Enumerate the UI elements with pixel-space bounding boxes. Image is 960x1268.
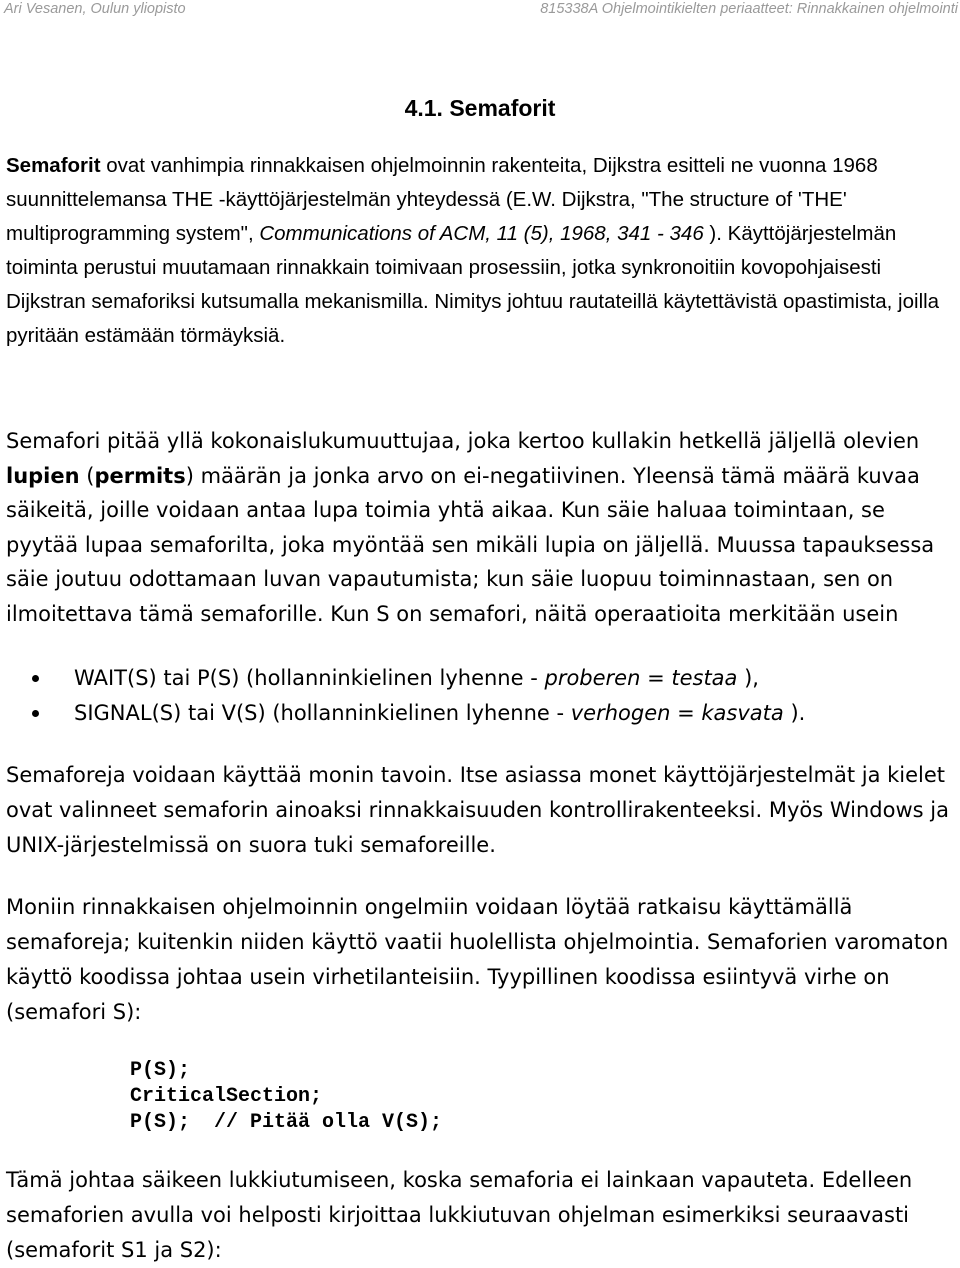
- semafori-text-1: Semafori pitää yllä kokonaislukumuuttujaa, joka kertoo kullakin hetkellä jäljellä olevien: [6, 429, 920, 453]
- bullet-text: SIGNAL(S) tai V(S) (hollanninkielinen lyhenne -: [74, 701, 571, 725]
- code-line: P(S);: [130, 1059, 191, 1082]
- bullet-italic: proberen = testaa: [544, 666, 738, 690]
- bullet-icon: [32, 675, 39, 682]
- operations-list: [0, 661, 805, 731]
- code-line: P(S); // Pitää olla V(S);: [130, 1111, 443, 1134]
- page-header: [0, 0, 960, 20]
- paragraph-deadlock: Tämä johtaa säikeen lukkiutumiseen, koska semaforia ei lainkaan vapauteta. Edelleen semaforien avulla voi helposti kirjoittaa lukkiutuvan ohjelman esimerkiksi seuraavasti (semaforit S1 ja S2):: [6, 1168, 913, 1262]
- bullet-text: WAIT(S) tai P(S) (hollanninkielinen lyhenne -: [74, 666, 545, 690]
- header-author: Ari Vesanen, Oulun yliopisto: [4, 1, 186, 17]
- journal-reference: Communications of ACM, 11 (5), 1968, 341 - 346: [259, 222, 704, 245]
- semafori-text-2: (: [79, 463, 95, 488]
- bullet-italic: verhogen = kasvata: [570, 701, 784, 725]
- intro-text-rest: Käyttöjärjestelmän toiminta perustui muutamaan rinnakkain toimivaan prosessiin, jotka synkronoitiin kovopohjaisesti Dijkstran semaforiksi kutsumalla mekanismilla. Nimitys johtuu rautateillä käytettävistä opastimista, joilla pyritään estämään törmäyksiä.: [6, 222, 940, 347]
- paragraph-semafori: [6, 424, 954, 632]
- header-course: 815338A Ohjelmointikielten periaatteet: Rinnakkainen ohjelmointi: [540, 1, 958, 17]
- term-permits: permits: [94, 463, 186, 488]
- bullet-text-end: ),: [737, 666, 759, 690]
- list-item: [0, 661, 805, 696]
- term-semaforit: Semaforit: [6, 154, 101, 177]
- term-lupien: lupien: [6, 463, 80, 488]
- paragraph-intro: [6, 149, 954, 353]
- bullet-text-end: ).: [783, 701, 806, 725]
- intro-text: ovat vanhimpia rinnakkaisen ohjelmoinnin rakenteita, Dijkstra esitteli ne vuonna 1968 suunnittelemansa THE -käyttöjärjestelmän yhteydessä (E.W. Dijkstra, "The structure of 'THE' multiprogramming system",: [6, 154, 878, 245]
- semafori-text-3: ) määrän ja jonka arvo on ei-negatiivinen. Yleensä tämä määrä kuvaa säikeitä, joille voidaan antaa lupa toimia yhtä aikaa. Kun säie haluaa toimintaan, se pyytää lupaa semaforilta, joka myöntää sen mikäli lupia on jäljellä. Muussa tapauksessa säie joutuu odottamaan luvan vapautumista; kun säie luopuu toiminnastaan, sen on ilmoitettava tämä semaforille. Kun S on semafori, näitä operaatioita merkitään usein: [6, 463, 935, 626]
- list-item: [0, 696, 805, 731]
- code-line: CriticalSection;: [130, 1085, 323, 1108]
- intro-text-close: ).: [703, 222, 728, 245]
- section-title: 4.1. Semaforit: [404, 95, 556, 121]
- bullet-icon: [32, 710, 39, 717]
- paragraph-problems: Moniin rinnakkaisen ohjelmoinnin ongelmiin voidaan löytää ratkaisu käyttämällä semaforeja; kuitenkin niiden käyttö vaatii huolellista ohjelmointia. Semaforien varomaton käyttö koodissa johtaa usein virhetilanteisiin. Tyypillinen koodissa esiintyvä virhe on (semafori S):: [6, 895, 949, 1024]
- code-example: [130, 1058, 442, 1136]
- paragraph-usage: Semaforeja voidaan käyttää monin tavoin. Itse asiassa monet käyttöjärjestelmät ja kielet ovat valinneet semaforin ainoaksi rinnakkaisuuden kontrollirakenteeksi. Myös Windows ja UNIX-järjestelmissä on suora tuki semaforeille.: [6, 763, 949, 857]
